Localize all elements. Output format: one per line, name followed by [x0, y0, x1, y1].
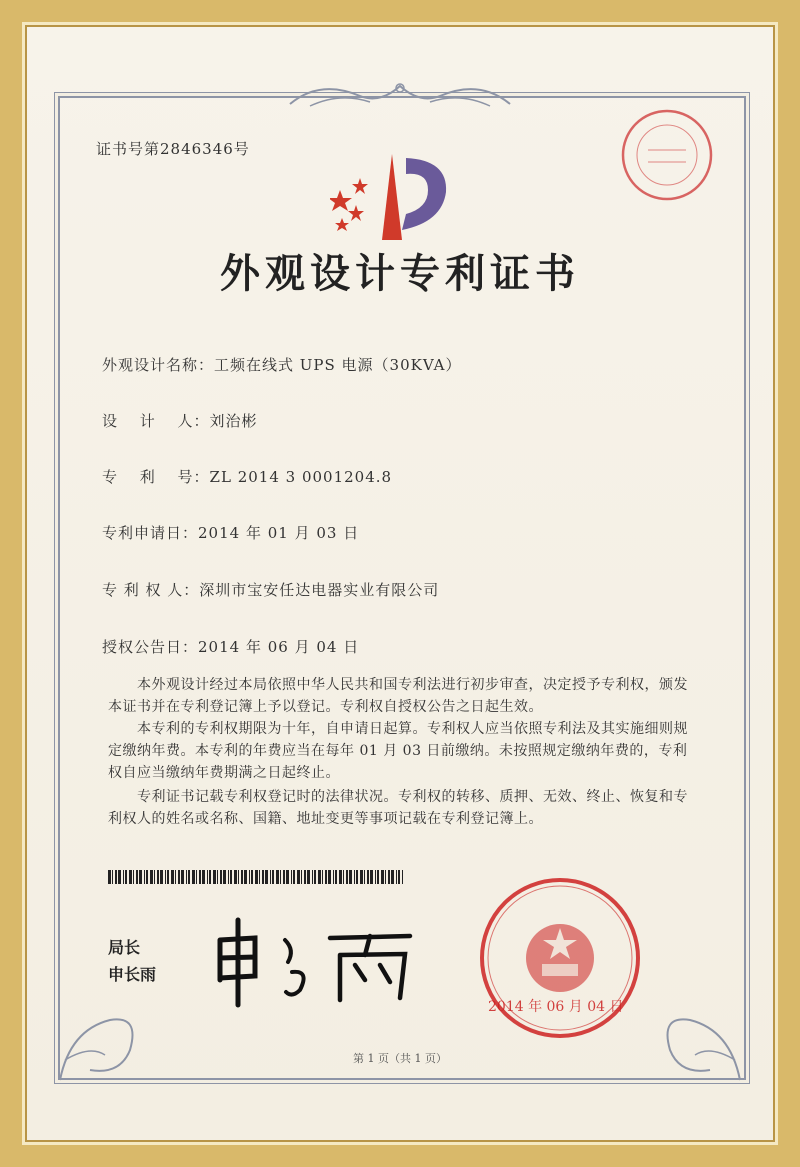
statement-paragraph-3: 专利证书记载专利权登记时的法律状况。专利权的转移、质押、无效、终止、恢复和专利权人的姓名或名称、国籍、地址变更等事项记载在专利登记簿上。 [108, 789, 688, 827]
designer-field: 设 计 人：刘治彬 [102, 412, 258, 430]
statement-paragraph-2: 本专利的专利权期限为十年，自申请日起算。专利权人应当依照专利法及其实施细则规定缴纳年费。本专利的年费应当在每年 01 月 03 日前缴纳。未按照规定缴纳年费的，专利权自应当缴纳年费期满之日起终止。 [108, 721, 688, 781]
corner-ornament-left [50, 990, 170, 1090]
patent-number-field: 专 利 号：ZL 2014 3 0001204.8 [102, 468, 393, 486]
director-signature [200, 910, 430, 1010]
patent-office-logo [330, 150, 470, 245]
statement-paragraph-1: 本外观设计经过本局依照中华人民共和国专利法进行初步审查，决定授予专利权，颁发本证书并在专利登记簿上予以登记。专利权自授权公告之日起生效。 [108, 677, 688, 715]
top-ornament [280, 74, 520, 114]
grant-date-field: 授权公告日：2014 年 06 月 04 日 [102, 638, 360, 656]
certificate-number: 证书号第2846346号 [96, 140, 250, 158]
tax-seal-stamp [620, 108, 714, 202]
director-title: 局长 [108, 938, 141, 957]
barcode [108, 870, 403, 884]
application-date-field: 专利申请日：2014 年 01 月 03 日 [102, 524, 360, 542]
seal-date: 2014 年 06 月 04 日 [488, 999, 624, 1015]
patentee-field: 专 利 权 人：深圳市宝安任达电器实业有限公司 [102, 581, 440, 599]
corner-ornament-right [630, 990, 750, 1090]
page-number: 第 1 页（共 1 页） [353, 1052, 447, 1065]
director-name: 申长雨 [108, 965, 157, 984]
design-name-field: 外观设计名称：工频在线式 UPS 电源（30KVA） [102, 356, 462, 374]
certificate-title: 外观设计专利证书 [220, 250, 580, 297]
